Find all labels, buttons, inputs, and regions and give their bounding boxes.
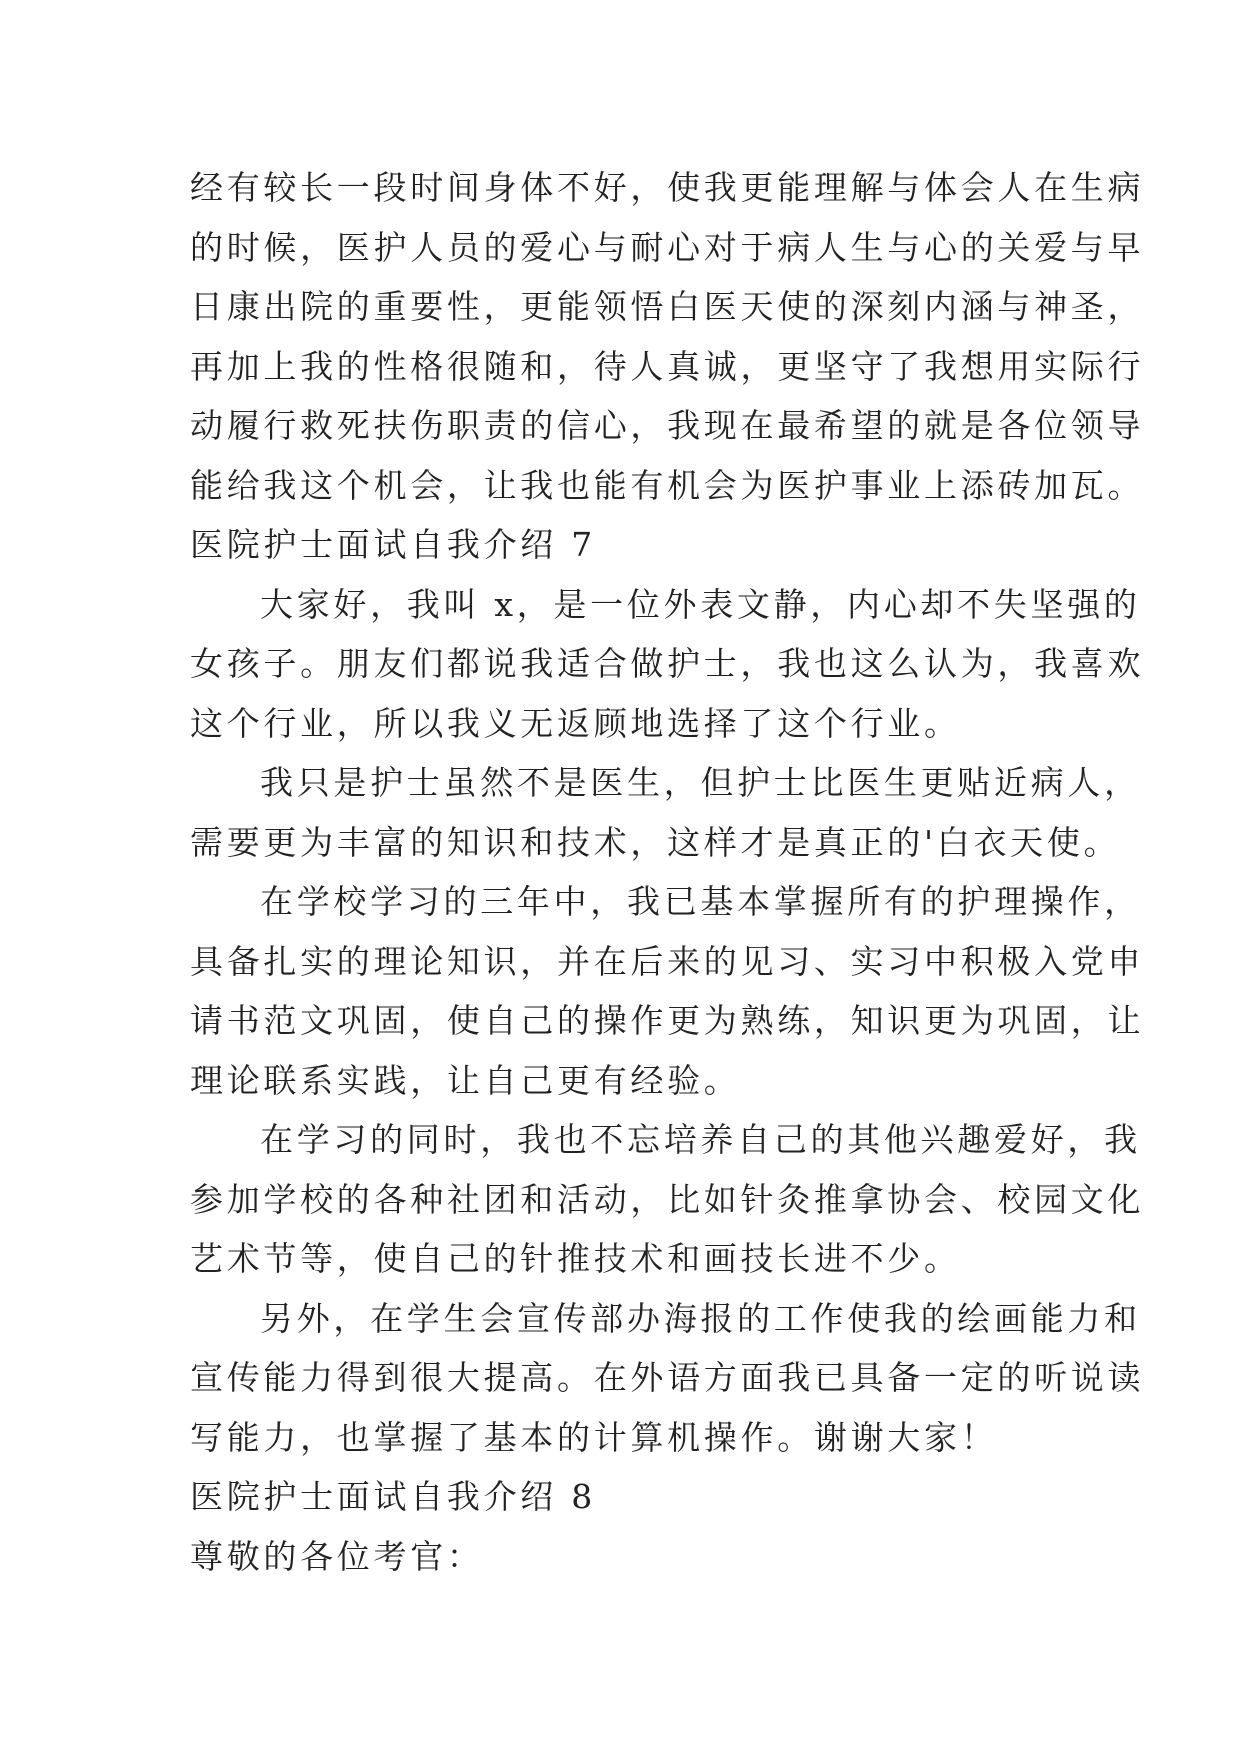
paragraph xyxy=(190,158,1145,515)
text-line: 理论联系实践，让自己更有经验。 xyxy=(190,1060,741,1100)
paragraph xyxy=(190,1110,1145,1289)
text-line: 的时候，医护人员的爱心与耐心对于病人生与心的关爱与早 xyxy=(190,227,1145,267)
paragraph xyxy=(190,753,1141,872)
paragraph xyxy=(190,575,1145,754)
section-heading xyxy=(190,515,1070,575)
heading-text: 医院护士面试自我介绍 7 xyxy=(190,525,596,564)
text-line: 女孩子。朋友们都说我适合做护士，我也这么认为，我喜欢 xyxy=(190,644,1145,683)
text-line: 这个行业，所以我义无返顾地选择了这个行业。 xyxy=(190,703,961,743)
paragraph xyxy=(190,1527,1070,1587)
text-line: 在学习的同时，我也不忘培养自己的其他兴趣爱好，我 xyxy=(260,1120,1141,1159)
text-line: 需要更为丰富的知识和技术，这样才是真正的'白衣天使。 xyxy=(190,822,1121,862)
text-line: 日康出院的重要性，更能领悟白医天使的深刻内涵与神圣， xyxy=(190,287,1145,326)
text-line: 在学校学习的三年中，我已基本掌握所有的护理操作， xyxy=(260,882,1141,921)
text-line: 大家好，我叫 x，是一位外表文静，内心却不失坚强的 xyxy=(260,584,1141,624)
text-line: 能给我这个机会，让我也能有机会为医护事业上添砖加瓦。 xyxy=(190,465,1145,505)
paragraph xyxy=(190,1289,1145,1468)
text-line: 参加学校的各种社团和活动，比如针灸推拿协会、校园文化 xyxy=(190,1179,1145,1219)
document-body xyxy=(190,158,1145,1586)
text-line: 动履行救死扶伤职责的信心，我现在最希望的就是各位领导 xyxy=(190,406,1145,445)
text-line: 经有较长一段时间身体不好，使我更能理解与体会人在生病 xyxy=(190,168,1145,207)
paragraph xyxy=(190,872,1145,1110)
heading-text: 医院护士面试自我介绍 8 xyxy=(190,1477,596,1516)
text-line: 艺术节等，使自己的针推技术和画技长进不少。 xyxy=(190,1239,961,1278)
text-line: 请书范文巩固，使自己的操作更为熟练，知识更为巩固，让 xyxy=(190,1001,1145,1040)
text-line: 具备扎实的理论知识，并在后来的见习、实习中积极入党申 xyxy=(190,941,1145,981)
text-line: 宣传能力得到很大提高。在外语方面我已具备一定的听说读 xyxy=(190,1358,1145,1397)
text-line: 另外，在学生会宣传部办海报的工作使我的绘画能力和 xyxy=(260,1298,1141,1338)
text-line: 我只是护士虽然不是医生，但护士比医生更贴近病人， xyxy=(260,763,1141,802)
section-heading xyxy=(190,1467,1070,1527)
text-line: 写能力，也掌握了基本的计算机操作。谢谢大家！ xyxy=(190,1417,998,1457)
text-line: 再加上我的性格很随和，待人真诚，更坚守了我想用实际行 xyxy=(190,346,1145,386)
text-line: 尊敬的各位考官： xyxy=(190,1536,484,1576)
